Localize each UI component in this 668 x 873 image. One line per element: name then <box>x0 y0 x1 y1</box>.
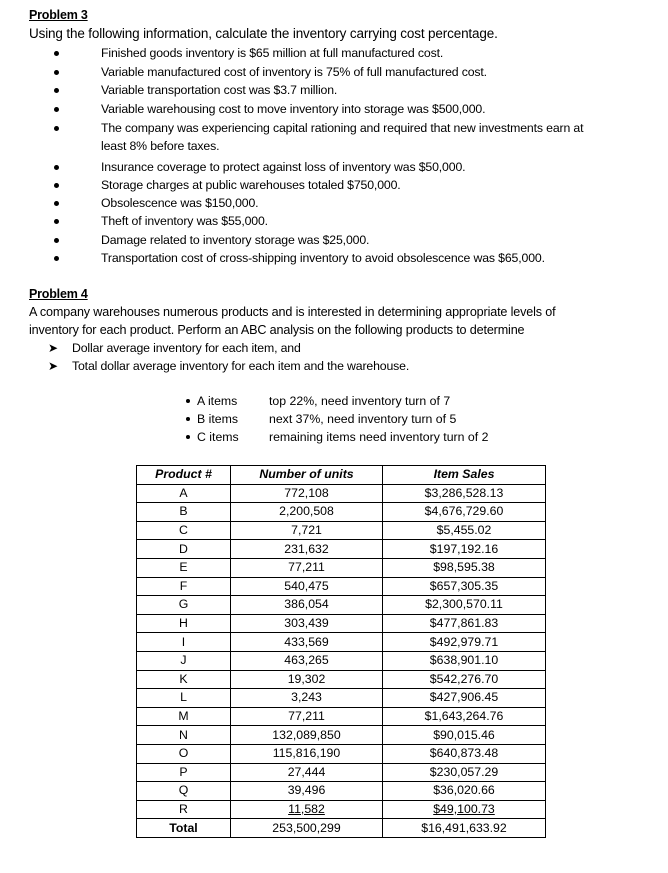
table-row: R 11,582 $49,100.73 <box>137 800 546 819</box>
problem3-heading: Problem 3 <box>29 8 88 22</box>
problem4-intro-line2: inventory for each product. Perform an ABC analysis on the following products to determine <box>29 323 525 337</box>
table-row: O 115,816,190 $640,873.48 <box>137 744 546 763</box>
arrow-bullet-icon: ➤ <box>48 359 59 373</box>
table-header-row <box>137 466 546 485</box>
class-description: top 22%, need inventory turn of 7 <box>269 394 451 408</box>
table-row: Q 39,496 $36,020.66 <box>137 782 546 801</box>
bullet-icon <box>186 435 190 439</box>
table-total-row <box>137 819 546 838</box>
bullet-icon <box>54 256 59 261</box>
table-row: K 19,302 $542,276.70 <box>137 670 546 689</box>
bullet-icon <box>54 183 59 188</box>
bullet-icon <box>54 201 59 206</box>
table-row: P 27,444 $230,057.29 <box>137 763 546 782</box>
table-row: A 772,108 $3,286,528.13 <box>137 484 546 503</box>
total-label: Total <box>137 819 231 838</box>
total-units: 253,500,299 <box>231 819 383 838</box>
table-row: D 231,632 $197,192.16 <box>137 540 546 559</box>
bullet-icon <box>54 165 59 170</box>
bullet-icon <box>54 107 59 112</box>
bullet-icon <box>186 399 190 403</box>
problem4-heading: Problem 4 <box>29 287 88 301</box>
table-row: F 540,475 $657,305.35 <box>137 577 546 596</box>
column-header-product: Product # <box>137 466 231 485</box>
table-row: E 77,211 $98,595.38 <box>137 558 546 577</box>
table-row: I 433,569 $492,979.71 <box>137 633 546 652</box>
class-label: A items <box>197 394 238 408</box>
problem4-intro-line1: A company warehouses numerous products and is interested in determining appropriate levels of <box>29 305 556 319</box>
table-row: L 3,243 $427,906.45 <box>137 689 546 708</box>
table-row: H 303,439 $477,861.83 <box>137 614 546 633</box>
bullet-icon <box>54 126 59 131</box>
bullet-icon <box>54 70 59 75</box>
table-row: N 132,089,850 $90,015.46 <box>137 726 546 745</box>
table-row: J 463,265 $638,901.10 <box>137 651 546 670</box>
bullet-icon <box>54 219 59 224</box>
table-row: B 2,200,508 $4,676,729.60 <box>137 503 546 522</box>
bullet-icon <box>54 51 59 56</box>
total-sales: $16,491,633.92 <box>383 819 546 838</box>
bullet-icon <box>54 238 59 243</box>
bullet-icon <box>54 88 59 93</box>
class-description: next 37%, need inventory turn of 5 <box>269 412 457 426</box>
column-header-units: Number of units <box>231 466 383 485</box>
class-label: B items <box>197 412 238 426</box>
class-description: remaining items need inventory turn of 2 <box>269 430 489 444</box>
class-label: C items <box>197 430 239 444</box>
problem3-intro: Using the following information, calculate the inventory carrying cost percentage. <box>29 26 498 41</box>
product-inventory-table <box>136 465 546 838</box>
arrow-bullet-icon: ➤ <box>48 341 59 355</box>
table-row: G 386,054 $2,300,570.11 <box>137 596 546 615</box>
table-row: C 7,721 $5,455.02 <box>137 521 546 540</box>
table-row: M 77,211 $1,643,264.76 <box>137 707 546 726</box>
bullet-icon <box>186 417 190 421</box>
column-header-sales: Item Sales <box>383 466 546 485</box>
